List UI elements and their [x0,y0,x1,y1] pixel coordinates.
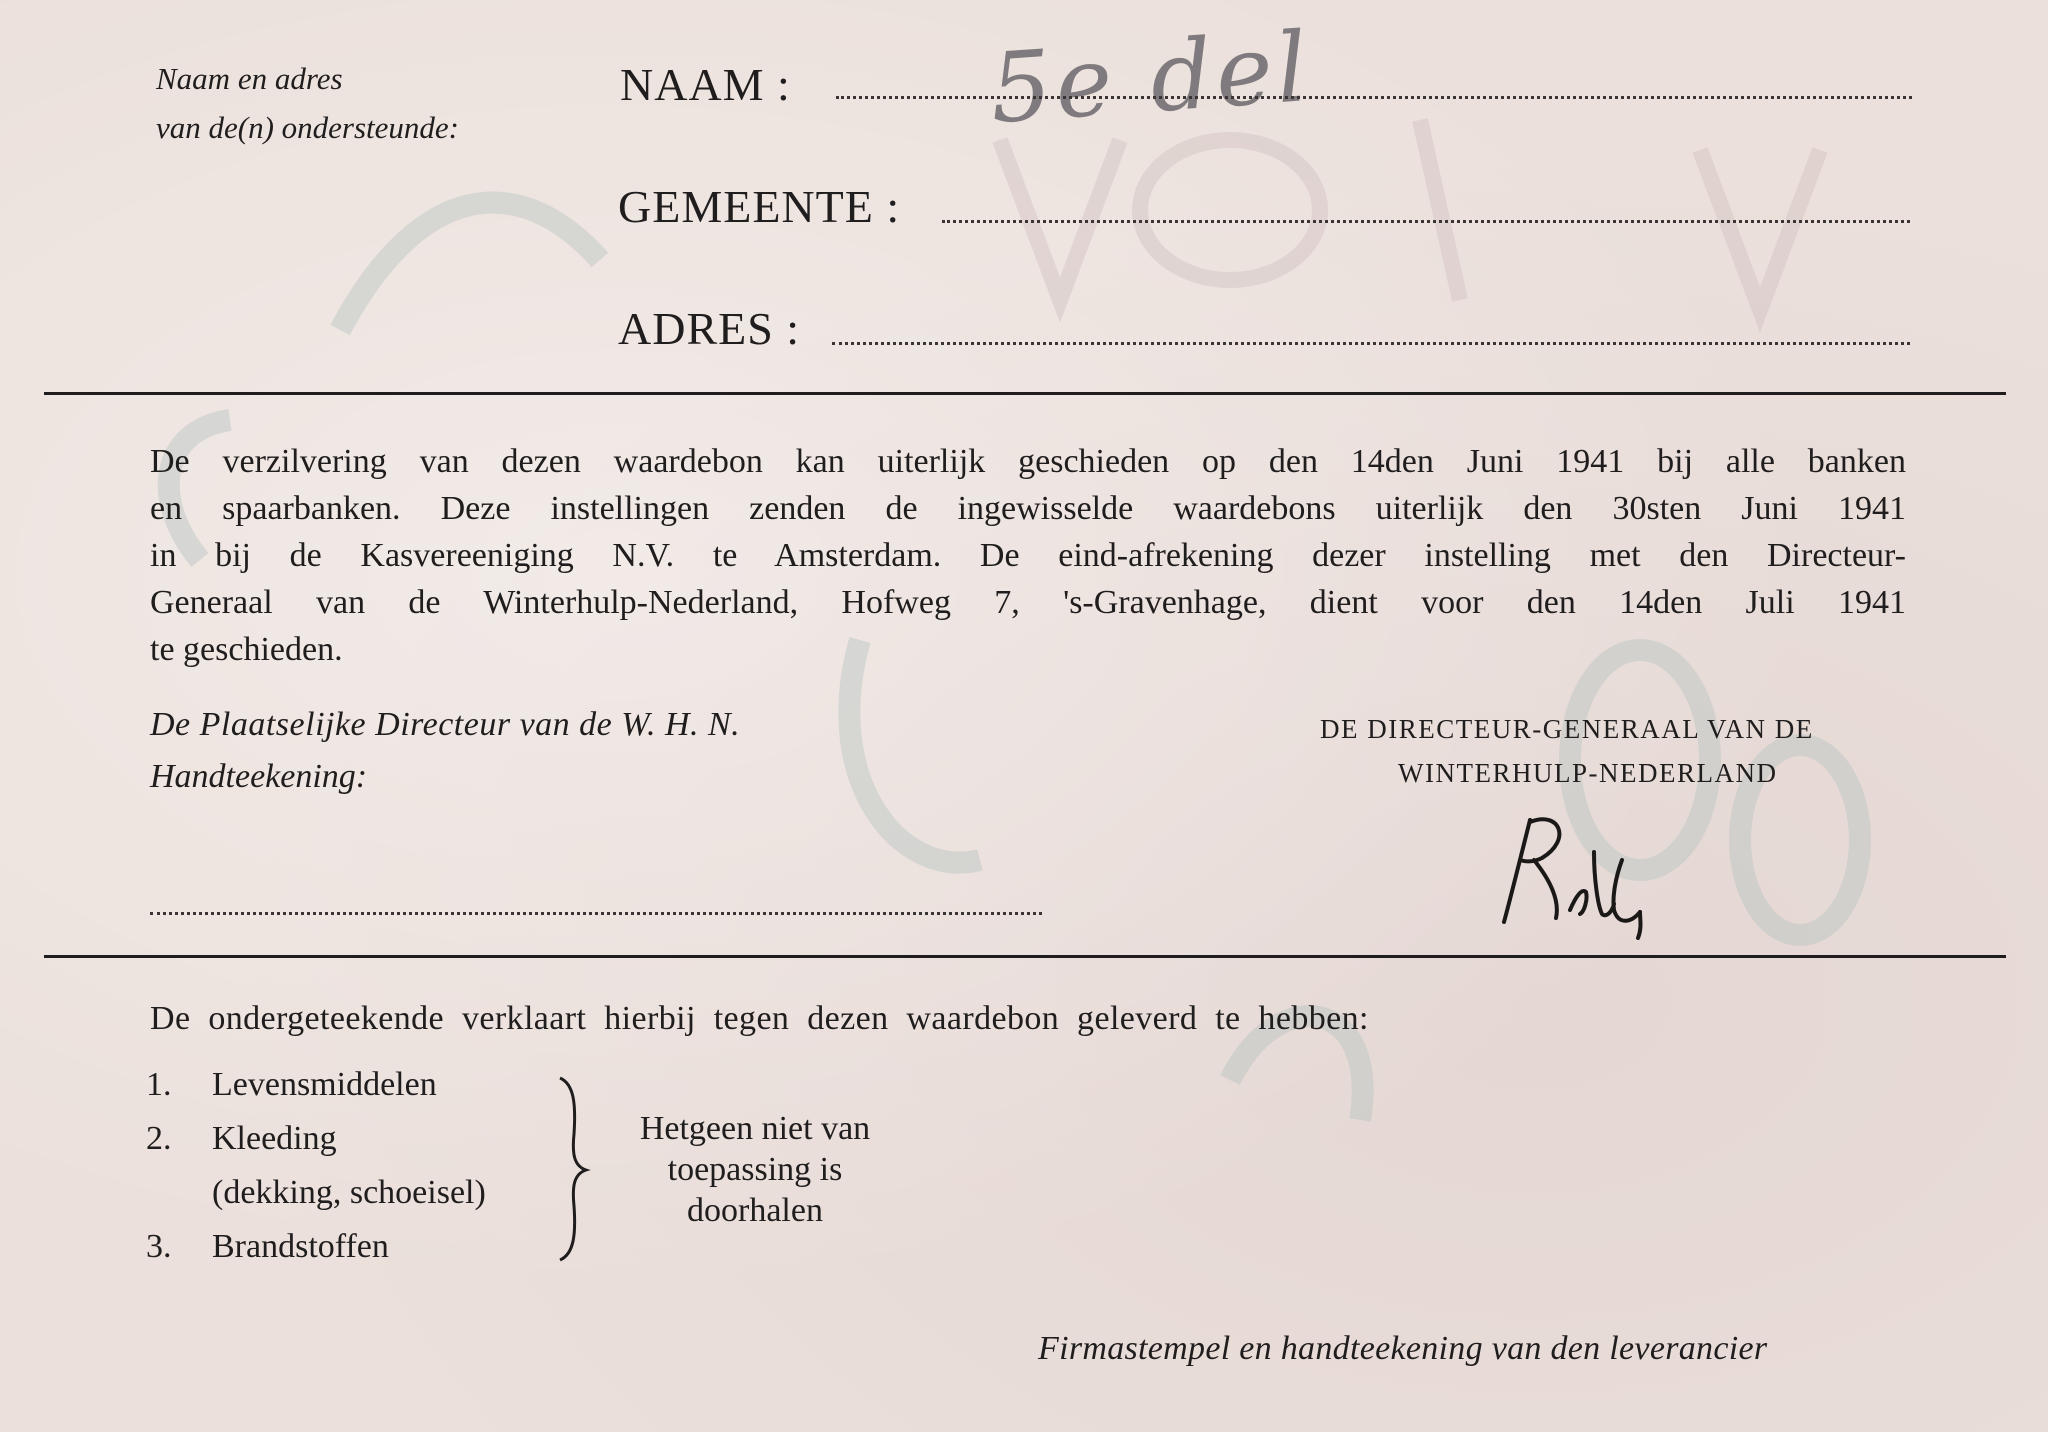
director-general-title: DE DIRECTEUR-GENERAAL VAN DE [1320,714,1814,744]
paragraph-line: in bij de Kasvereeniging N.V. te Amsterdam. De eind-afrekening dezer instelling met den Directeur- [150,537,1906,574]
note-line: Hetgeen niet van [639,1110,871,1147]
address-field-line[interactable] [832,342,1910,345]
note-line: toepassing is [667,1151,843,1188]
redemption-paragraph [150,438,1906,673]
recipient-label [156,54,459,152]
local-director-signature-label: Handteekening: [150,758,368,795]
local-director-signature-line[interactable] [150,912,1042,915]
divider-bottom [44,955,2006,958]
item-number: 1. [146,1066,172,1103]
strike-through-note [600,1108,910,1231]
paragraph-line: en spaarbanken. Deze instellingen zenden de ingewisselde waardebons uiterlijk den 30sten Juni 1941 [150,490,1906,527]
name-label: NAAM : [620,59,791,110]
divider-top [44,392,2006,395]
director-general-organisation: WINTERHULP-NEDERLAND [1398,758,1778,788]
supplier-stamp-label: Firmastempel en handteekening van den leverancier [1038,1330,1768,1367]
pencil-note: 5e del [986,10,1315,146]
local-director-title: De Plaatselijke Directeur van de W. H. N. [150,706,741,743]
name-field-line[interactable] [836,96,1912,99]
item-clothing-detail: (dekking, schoeisel) [212,1174,486,1211]
item-number: 2. [146,1120,172,1157]
recipient-label-line1: Naam en adres [156,61,343,96]
municipality-label: GEMEENTE : [618,181,901,232]
item-food: Levensmiddelen [212,1066,437,1103]
note-line: doorhalen [687,1192,823,1229]
paragraph-line: Generaal van de Winterhulp-Nederland, Hofweg 7, 's-Gravenhage, dient voor den 14den Juli 1941 [150,584,1906,621]
municipality-field-line[interactable] [942,220,1910,223]
paragraph-line: te geschieden. [150,631,343,668]
item-clothing: Kleeding [212,1120,337,1157]
curly-brace [556,1074,592,1264]
paragraph-line: De verzilvering van dezen waardebon kan uiterlijk geschieden op den 14den Juni 1941 bij alle banken [150,443,1906,480]
declaration-intro: De ondergeteekende verklaart hierbij tegen dezen waardebon geleverd te hebben: [150,1000,1369,1037]
recipient-label-line2: van de(n) ondersteunde: [156,110,460,145]
item-number: 3. [146,1228,172,1265]
address-label: ADRES : [618,303,801,354]
item-fuel: Brandstoffen [212,1228,389,1265]
director-general-signature [1490,800,1670,950]
